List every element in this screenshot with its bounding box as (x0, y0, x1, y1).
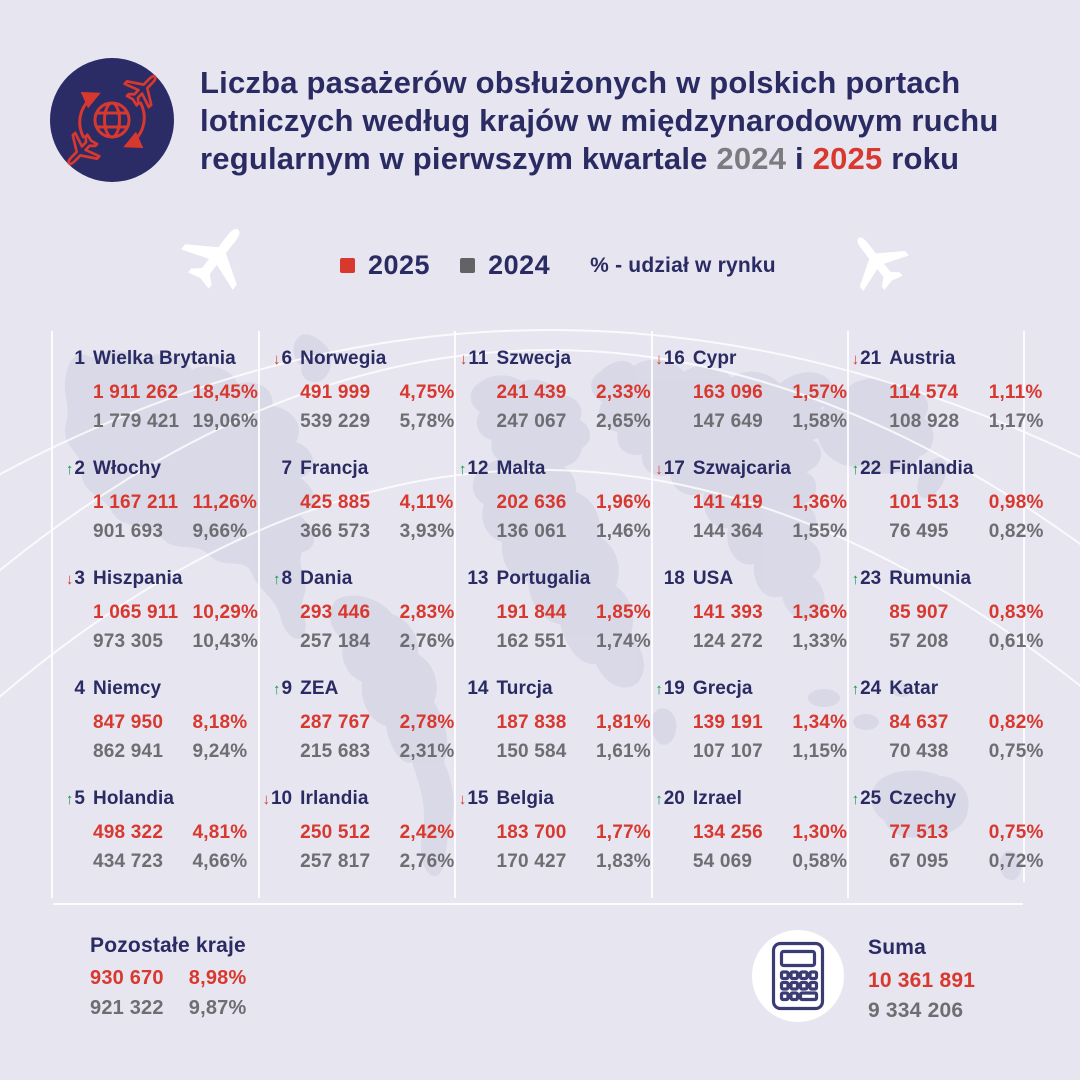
country-rank: 21 (860, 348, 882, 369)
country-entry (53, 458, 258, 568)
country-rank: 19 (663, 678, 685, 699)
country-rank: 2 (74, 458, 85, 479)
country-value-2025: 114 574 (889, 382, 959, 403)
country-value-2024: 124 272 (692, 631, 763, 652)
country-value-2025: 183 700 (496, 822, 567, 843)
country-share-2024: 1,74% (595, 631, 651, 652)
country-entry (653, 788, 847, 898)
country-value-2025: 241 439 (496, 382, 567, 403)
country-name: ZEA (300, 678, 339, 699)
trend-arrow-icon: ↓ (262, 791, 270, 808)
country-value-2025: 141 419 (692, 492, 763, 513)
country-value-2024: 108 928 (889, 411, 960, 432)
others-value-2024: 921 322 (90, 997, 164, 1019)
country-share-2025: 4,81% (192, 822, 248, 843)
country-name: Izrael (692, 788, 743, 809)
others-value-2025: 930 670 (90, 967, 164, 989)
trend-arrow-icon: ↑ (851, 681, 860, 698)
trend-arrow-icon: ↑ (851, 791, 860, 808)
country-share-2025: 1,34% (792, 712, 848, 733)
country-entry (260, 458, 454, 568)
country-share-2025: 0,83% (988, 602, 1044, 623)
country-share-2025: 1,81% (595, 712, 651, 733)
country-value-2024: 257 184 (300, 631, 371, 652)
country-rank: 1 (74, 348, 85, 369)
country-entry (456, 678, 650, 788)
country-value-2025: 101 513 (889, 492, 960, 513)
title-year-2025: 2025 (812, 141, 883, 176)
country-entry (456, 458, 650, 568)
trend-arrow-icon: ↑ (851, 571, 860, 588)
country-name: Norwegia (300, 348, 387, 369)
total-label: Suma (868, 936, 926, 959)
country-rank: 12 (467, 458, 489, 479)
country-share-2024: 1,46% (595, 521, 651, 542)
country-name: Dania (300, 568, 353, 589)
trend-arrow-icon: ↑ (851, 461, 860, 478)
country-entry (849, 678, 1043, 788)
country-value-2025: 293 446 (300, 602, 371, 623)
country-value-2024: 162 551 (496, 631, 567, 652)
trend-arrow-icon: ↑ (65, 461, 74, 478)
total-block (868, 936, 975, 1029)
country-entry (53, 678, 258, 788)
legend-square-2024 (460, 258, 475, 273)
country-rank: 14 (467, 678, 489, 699)
country-entry (53, 788, 258, 898)
country-value-2024: 973 305 (93, 631, 164, 652)
country-value-2025: 1 167 211 (93, 492, 179, 513)
country-name: Grecja (692, 678, 753, 699)
country-value-2024: 215 683 (300, 741, 371, 762)
country-rank: 7 (281, 458, 293, 479)
others-share-2024: 9,87% (188, 997, 247, 1019)
trend-arrow-icon: ↓ (458, 791, 467, 808)
title-line-3 (200, 140, 1050, 178)
country-name: Czechy (889, 788, 957, 809)
country-entry (849, 788, 1043, 898)
country-share-2025: 1,36% (792, 602, 848, 623)
country-value-2024: 539 229 (300, 411, 371, 432)
country-column-2 (258, 331, 454, 898)
country-rank: 15 (467, 788, 489, 809)
title-year-2024: 2024 (716, 141, 787, 176)
country-name: Niemcy (93, 678, 162, 699)
country-share-2025: 1,30% (792, 822, 848, 843)
country-entry (456, 568, 650, 678)
country-value-2024: 76 495 (889, 521, 949, 542)
country-name: Rumunia (889, 568, 972, 589)
country-rank: 4 (74, 678, 85, 699)
country-share-2024: 19,06% (192, 411, 259, 432)
country-entry (849, 458, 1043, 568)
country-share-2025: 1,85% (595, 602, 651, 623)
country-value-2024: 434 723 (93, 851, 164, 872)
country-column-4 (651, 331, 847, 898)
country-entry (260, 348, 454, 458)
country-value-2025: 250 512 (300, 822, 371, 843)
country-rank: 20 (663, 788, 685, 809)
country-value-2025: 85 907 (889, 602, 949, 623)
country-value-2025: 1 911 262 (93, 382, 179, 403)
trend-arrow-icon: ↓ (851, 351, 860, 368)
country-share-2024: 3,93% (399, 521, 455, 542)
calculator-icon (771, 941, 825, 1011)
country-share-2024: 1,55% (792, 521, 848, 542)
country-value-2024: 257 817 (300, 851, 371, 872)
country-share-2024: 2,31% (399, 741, 455, 762)
country-share-2025: 4,75% (399, 382, 455, 403)
country-share-2024: 2,76% (399, 631, 455, 652)
country-value-2025: 187 838 (496, 712, 567, 733)
country-entry (849, 348, 1043, 458)
country-share-2024: 0,58% (792, 851, 848, 872)
country-rank: 11 (468, 348, 489, 369)
title-line-1: Liczba pasażerów obsłużonych w polskich portach (200, 65, 961, 100)
trend-arrow-icon: ↑ (65, 791, 74, 808)
country-share-2025: 1,11% (988, 382, 1043, 403)
country-value-2025: 287 767 (300, 712, 371, 733)
country-name: Turcja (496, 678, 553, 699)
country-value-2024: 147 649 (692, 411, 763, 432)
country-rank: 17 (663, 458, 685, 479)
country-share-2025: 1,36% (792, 492, 848, 513)
country-share-2024: 2,76% (399, 851, 455, 872)
others-block (90, 934, 246, 1027)
country-share-2025: 0,98% (988, 492, 1044, 513)
country-entry (849, 568, 1043, 678)
country-name: Malta (496, 458, 546, 479)
trend-arrow-icon: ↑ (655, 681, 663, 698)
country-ranking-grid (51, 331, 1044, 882)
country-value-2025: 847 950 (93, 712, 164, 733)
country-value-2025: 191 844 (496, 602, 567, 623)
country-value-2024: 144 364 (692, 521, 763, 542)
country-entry (260, 678, 454, 788)
country-name: Włochy (93, 458, 162, 479)
country-share-2024: 0,61% (988, 631, 1044, 652)
others-share-2025: 8,98% (188, 967, 247, 989)
country-name: Belgia (496, 788, 555, 809)
country-share-2025: 2,42% (399, 822, 455, 843)
trend-arrow-icon: ↑ (655, 791, 663, 808)
country-share-2025: 0,75% (988, 822, 1044, 843)
country-value-2025: 163 096 (692, 382, 763, 403)
country-value-2024: 247 067 (496, 411, 567, 432)
country-value-2024: 107 107 (692, 741, 763, 762)
country-rank: 13 (467, 568, 489, 589)
total-value-2025: 10 361 891 (868, 969, 976, 992)
country-share-2024: 9,24% (192, 741, 248, 762)
country-column-1 (51, 331, 258, 898)
country-share-2025: 18,45% (192, 382, 259, 403)
airplane-silhouette-left (172, 209, 264, 300)
country-entry (53, 348, 258, 458)
country-share-2024: 0,82% (988, 521, 1044, 542)
country-value-2025: 202 636 (496, 492, 567, 513)
legend (340, 250, 776, 281)
country-rank: 25 (860, 788, 882, 809)
country-name: Irlandia (300, 788, 369, 809)
country-share-2024: 1,17% (988, 411, 1044, 432)
country-entry (653, 568, 847, 678)
country-entry (456, 788, 650, 898)
country-name: Portugalia (496, 568, 591, 589)
country-name: USA (692, 568, 734, 589)
legend-square-2025 (340, 258, 355, 273)
country-name: Francja (300, 458, 369, 479)
trend-arrow-icon: ↓ (459, 351, 468, 368)
country-name: Cypr (692, 348, 737, 369)
country-rank: 10 (270, 788, 293, 809)
country-entry (260, 788, 454, 898)
country-value-2025: 134 256 (692, 822, 763, 843)
country-share-2024: 5,78% (399, 411, 455, 432)
legend-label-2025: 2025 (368, 250, 431, 280)
country-rank: 3 (74, 568, 85, 589)
country-value-2024: 136 061 (496, 521, 567, 542)
trend-arrow-icon: ↓ (655, 461, 663, 478)
country-name: Katar (889, 678, 939, 699)
country-share-2025: 2,83% (399, 602, 455, 623)
title-line-3-prefix: regularnym w pierwszym kwartale (200, 141, 708, 176)
country-value-2024: 901 693 (93, 521, 164, 542)
country-rank: 22 (860, 458, 882, 479)
trend-arrow-icon: ↑ (273, 681, 281, 698)
country-share-2024: 1,61% (595, 741, 651, 762)
country-rank: 24 (860, 678, 882, 699)
country-name: Austria (889, 348, 956, 369)
country-name: Szwajcaria (692, 458, 792, 479)
country-column-5 (847, 331, 1043, 898)
country-entry (53, 568, 258, 678)
country-share-2024: 0,75% (988, 741, 1044, 762)
trend-arrow-icon: ↓ (655, 351, 663, 368)
country-share-2024: 9,66% (192, 521, 248, 542)
legend-share-note: % - udział w rynku (590, 253, 776, 277)
country-value-2024: 57 208 (889, 631, 949, 652)
trend-arrow-icon: ↑ (458, 461, 467, 478)
country-share-2025: 10,29% (192, 602, 259, 623)
legend-label-2024: 2024 (488, 250, 551, 280)
total-value-2024: 9 334 206 (868, 999, 964, 1022)
others-label: Pozostałe kraje (90, 934, 246, 957)
country-entry (653, 348, 847, 458)
country-name: Finlandia (889, 458, 974, 479)
country-value-2025: 425 885 (300, 492, 371, 513)
country-rank: 18 (663, 568, 685, 589)
country-entry (260, 568, 454, 678)
country-value-2024: 862 941 (93, 741, 164, 762)
country-share-2025: 2,78% (399, 712, 455, 733)
divider-line (53, 903, 1023, 905)
country-value-2024: 67 095 (889, 851, 949, 872)
country-rank: 23 (860, 568, 882, 589)
country-share-2025: 11,26% (192, 492, 258, 513)
globe-with-planes-icon (48, 56, 176, 184)
country-share-2025: 2,33% (595, 382, 651, 403)
country-rank: 5 (74, 788, 85, 809)
country-share-2024: 1,83% (595, 851, 651, 872)
country-share-2025: 4,11% (399, 492, 454, 513)
country-share-2025: 1,57% (792, 382, 848, 403)
country-value-2024: 70 438 (889, 741, 949, 762)
trend-arrow-icon: ↓ (273, 351, 281, 368)
country-share-2024: 2,65% (595, 411, 651, 432)
country-share-2024: 4,66% (192, 851, 248, 872)
country-share-2025: 0,82% (988, 712, 1044, 733)
country-rank: 16 (663, 348, 685, 369)
country-share-2025: 1,96% (595, 492, 651, 513)
country-entry (456, 348, 650, 458)
country-value-2024: 54 069 (692, 851, 753, 872)
country-rank: 9 (281, 678, 293, 699)
country-rank: 6 (281, 348, 293, 369)
trend-arrow-icon: ↓ (65, 571, 74, 588)
country-entry (653, 458, 847, 568)
country-rank: 8 (281, 568, 293, 589)
country-name: Szwecja (496, 348, 572, 369)
calculator-badge (752, 930, 844, 1022)
country-share-2024: 1,15% (792, 741, 848, 762)
title-conjunction: i (795, 141, 804, 176)
country-value-2024: 170 427 (496, 851, 567, 872)
title-line-2: lotniczych według krajów w międzynarodowym ruchu (200, 103, 999, 138)
country-share-2025: 1,77% (595, 822, 651, 843)
country-share-2024: 10,43% (192, 631, 259, 652)
country-share-2025: 8,18% (192, 712, 248, 733)
country-value-2024: 1 779 421 (93, 411, 180, 432)
country-value-2024: 150 584 (496, 741, 567, 762)
country-value-2024: 366 573 (300, 521, 371, 542)
country-name: Holandia (93, 788, 175, 809)
title-suffix: roku (891, 141, 960, 176)
country-value-2025: 1 065 911 (93, 602, 179, 623)
country-value-2025: 498 322 (93, 822, 164, 843)
country-share-2024: 1,58% (792, 411, 848, 432)
country-value-2025: 139 191 (692, 712, 763, 733)
country-entry (653, 678, 847, 788)
country-value-2025: 77 513 (889, 822, 949, 843)
page-title (200, 64, 1050, 178)
country-value-2025: 141 393 (692, 602, 763, 623)
country-share-2024: 0,72% (988, 851, 1044, 872)
trend-arrow-icon: ↑ (273, 571, 281, 588)
country-column-3 (454, 331, 650, 898)
airplane-silhouette-right (836, 220, 916, 300)
country-name: Wielka Brytania (93, 348, 236, 369)
country-value-2025: 84 637 (889, 712, 949, 733)
country-name: Hiszpania (93, 568, 183, 589)
country-value-2025: 491 999 (300, 382, 371, 403)
country-share-2024: 1,33% (792, 631, 848, 652)
